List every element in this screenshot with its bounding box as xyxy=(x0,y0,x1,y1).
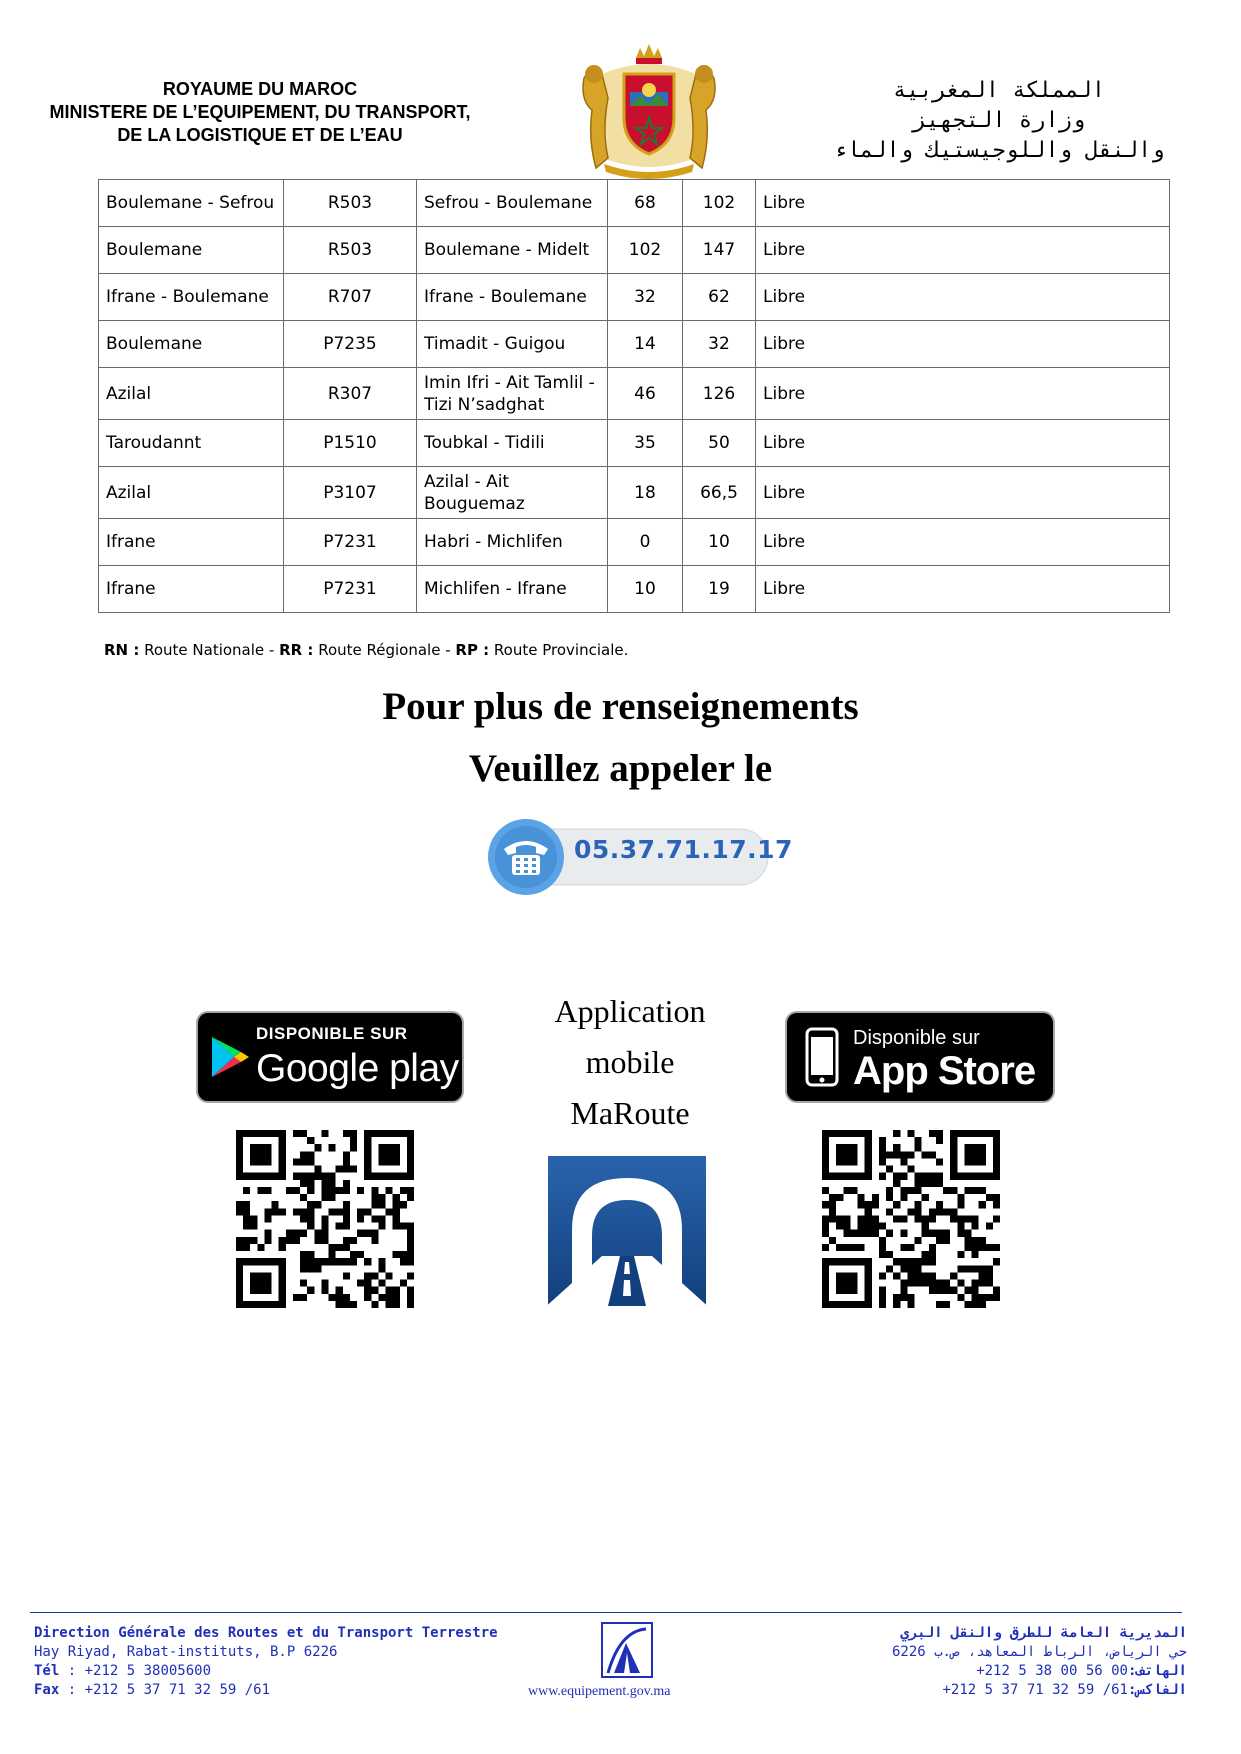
cell-province: Boulemane xyxy=(99,227,284,274)
ministry-header-ar xyxy=(789,76,1209,166)
cell-status: Libre xyxy=(756,420,1170,467)
cell-pk-end: 10 xyxy=(683,519,756,566)
legend-rp-label: RP : xyxy=(455,641,490,659)
footer-address-ar: حي الرياض، الرباط المعاهد، ص.ب 6226 xyxy=(891,1644,1187,1660)
header-ar-line-3: والنقل واللوجيستيك والماء xyxy=(833,138,1165,163)
cell-status: Libre xyxy=(756,566,1170,613)
cell-pk-start: 68 xyxy=(608,180,683,227)
app-store-qr-code xyxy=(822,1130,1000,1308)
google-play-qr-code xyxy=(236,1130,414,1308)
footer-fax-ar: 61/ 59 32 71 37 5 212+ xyxy=(942,1682,1128,1698)
app-text-line-1: Application xyxy=(554,993,706,1029)
cell-province: Ifrane - Boulemane xyxy=(99,274,284,321)
legend-rp-text: Route Provinciale. xyxy=(489,641,629,659)
cell-road: R707 xyxy=(284,274,417,321)
cell-status: Libre xyxy=(756,180,1170,227)
google-play-icon xyxy=(210,1035,250,1079)
cell-road: P7231 xyxy=(284,519,417,566)
cell-status: Libre xyxy=(756,321,1170,368)
cell-pk-end: 50 xyxy=(683,420,756,467)
cell-pk-start: 14 xyxy=(608,321,683,368)
footer-tel-label: Tél xyxy=(34,1663,60,1679)
header-fr-line-1: ROYAUME DU MAROC xyxy=(162,79,358,99)
cell-road: P3107 xyxy=(284,467,417,519)
cell-road: R307 xyxy=(284,368,417,420)
app-name: MaRoute xyxy=(570,1095,690,1131)
cell-section: Sefrou - Boulemane xyxy=(417,180,608,227)
cell-pk-end: 126 xyxy=(683,368,756,420)
website-link[interactable]: www.equipement.gov.ma xyxy=(528,1684,671,1699)
legend-rn-text: Route Nationale - xyxy=(139,641,280,659)
phone-number[interactable]: 05.37.71.17.17 xyxy=(574,835,793,864)
cell-province: Azilal xyxy=(99,467,284,519)
coat-of-arms-emblem xyxy=(574,40,724,180)
cell-province: Azilal xyxy=(99,368,284,420)
footer-contact-ar xyxy=(892,1624,1187,1700)
table-row xyxy=(99,467,1170,519)
cell-status: Libre xyxy=(756,467,1170,519)
app-description xyxy=(520,986,740,1139)
cell-pk-start: 18 xyxy=(608,467,683,519)
table-row xyxy=(99,566,1170,613)
cell-section: Michlifen - Ifrane xyxy=(417,566,608,613)
cell-section: Imin Ifri - Ait Tamlil - Tizi N’sadghat xyxy=(417,368,608,420)
app-store-badge[interactable] xyxy=(785,1011,1055,1103)
cell-pk-end: 66,5 xyxy=(683,467,756,519)
cell-status: Libre xyxy=(756,227,1170,274)
cell-section: Ifrane - Boulemane xyxy=(417,274,608,321)
google-play-small-text: DISPONIBLE SUR xyxy=(256,1024,408,1043)
cell-pk-start: 10 xyxy=(608,566,683,613)
cell-pk-start: 35 xyxy=(608,420,683,467)
cell-road: P1510 xyxy=(284,420,417,467)
ministry-logo xyxy=(600,1621,654,1679)
table-row xyxy=(99,368,1170,420)
cell-status: Libre xyxy=(756,368,1170,420)
cell-pk-end: 147 xyxy=(683,227,756,274)
cell-status: Libre xyxy=(756,519,1170,566)
cell-pk-end: 62 xyxy=(683,274,756,321)
cell-section: Timadit - Guigou xyxy=(417,321,608,368)
app-store-small-text: Disponible sur xyxy=(853,1027,980,1049)
cell-section: Boulemane - Midelt xyxy=(417,227,608,274)
table-row xyxy=(99,321,1170,368)
google-play-big-text: Google play xyxy=(256,1047,459,1090)
legend-rr-text: Route Régionale - xyxy=(313,641,456,659)
app-store-big-text: App Store xyxy=(853,1049,1036,1093)
footer-tel-ar: 00 56 00 38 5 212+ xyxy=(976,1663,1128,1679)
google-play-badge[interactable] xyxy=(196,1011,464,1103)
footer-fax-label-ar: الفاكس: xyxy=(1127,1682,1187,1698)
cell-road: R503 xyxy=(284,180,417,227)
header-ar-line-2: وزارة التجهيز xyxy=(912,108,1086,133)
maroute-app-logo xyxy=(538,1150,716,1320)
table-row xyxy=(99,274,1170,321)
cell-pk-start: 0 xyxy=(608,519,683,566)
header-ar-line-1: المملكة المغربية xyxy=(893,78,1105,103)
footer-divider xyxy=(30,1612,1182,1613)
table-row xyxy=(99,180,1170,227)
cell-section: Toubkal - Tidili xyxy=(417,420,608,467)
cell-pk-start: 102 xyxy=(608,227,683,274)
cell-road: P7235 xyxy=(284,321,417,368)
footer-org-fr: Direction Générale des Routes et du Transport Terrestre xyxy=(34,1625,498,1641)
table-row xyxy=(99,519,1170,566)
cell-pk-start: 32 xyxy=(608,274,683,321)
footer-fax-label: Fax xyxy=(34,1682,60,1698)
cell-pk-end: 32 xyxy=(683,321,756,368)
cell-province: Boulemane xyxy=(99,321,284,368)
legend-rr-label: RR : xyxy=(279,641,314,659)
footer-tel-fr: : +212 5 38005600 xyxy=(59,1663,212,1679)
header-fr-line-2: MINISTERE DE L’EQUIPEMENT, DU TRANSPORT, xyxy=(49,102,471,122)
footer-contact-fr xyxy=(34,1624,498,1700)
cell-province: Boulemane - Sefrou xyxy=(99,180,284,227)
app-text-line-2: mobile xyxy=(585,1044,675,1080)
ministry-header-fr xyxy=(30,78,490,147)
header-fr-line-3: DE LA LOGISTIQUE ET DE L’EAU xyxy=(117,125,403,145)
cell-province: Taroudannt xyxy=(99,420,284,467)
cell-pk-end: 102 xyxy=(683,180,756,227)
footer-fax-fr: : +212 5 37 71 32 59 /61 xyxy=(59,1682,271,1698)
info-heading-line-2: Veuillez appeler le xyxy=(468,747,773,790)
cell-section: Habri - Michlifen xyxy=(417,519,608,566)
legend-rn-label: RN : xyxy=(104,641,140,659)
cell-road: P7231 xyxy=(284,566,417,613)
cell-province: Ifrane xyxy=(99,566,284,613)
cell-province: Ifrane xyxy=(99,519,284,566)
cell-section: Azilal - Ait Bouguemaz xyxy=(417,467,608,519)
road-status-table xyxy=(98,179,1170,613)
iphone-icon xyxy=(805,1027,839,1087)
footer-org-ar: المديرية العامة للطرق والنقل البري xyxy=(900,1625,1187,1641)
cell-pk-start: 46 xyxy=(608,368,683,420)
cell-road: R503 xyxy=(284,227,417,274)
info-heading-line-1: Pour plus de renseignements xyxy=(382,685,859,728)
road-type-legend xyxy=(104,641,628,659)
cell-status: Libre xyxy=(756,274,1170,321)
table-row xyxy=(99,420,1170,467)
footer-address-fr: Hay Riyad, Rabat-instituts, B.P 6226 xyxy=(34,1644,338,1660)
footer-tel-label-ar: الهاتف: xyxy=(1127,1663,1187,1679)
table-row xyxy=(99,227,1170,274)
cell-pk-end: 19 xyxy=(683,566,756,613)
